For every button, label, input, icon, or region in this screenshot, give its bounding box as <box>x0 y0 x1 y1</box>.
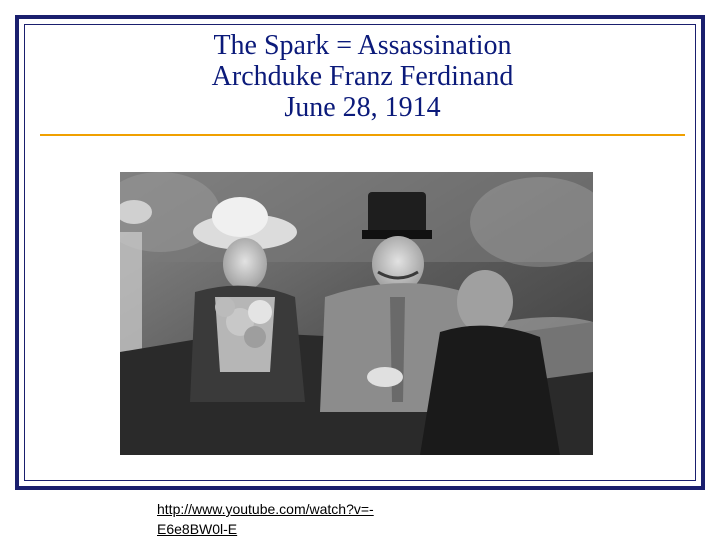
title-line-3: June 28, 1914 <box>284 92 441 123</box>
link-line-1[interactable]: http://www.youtube.com/watch?v=- <box>157 501 374 517</box>
title-divider <box>40 134 685 136</box>
youtube-video-link[interactable] <box>157 499 457 539</box>
link-line-2[interactable]: E6e8BW0l-E <box>157 521 238 537</box>
title-line-1: The Spark = Assassination <box>213 30 512 61</box>
slide-title <box>40 30 685 123</box>
title-line-2: Archduke Franz Ferdinand <box>211 61 514 92</box>
archduke-carriage-photo <box>120 172 593 455</box>
